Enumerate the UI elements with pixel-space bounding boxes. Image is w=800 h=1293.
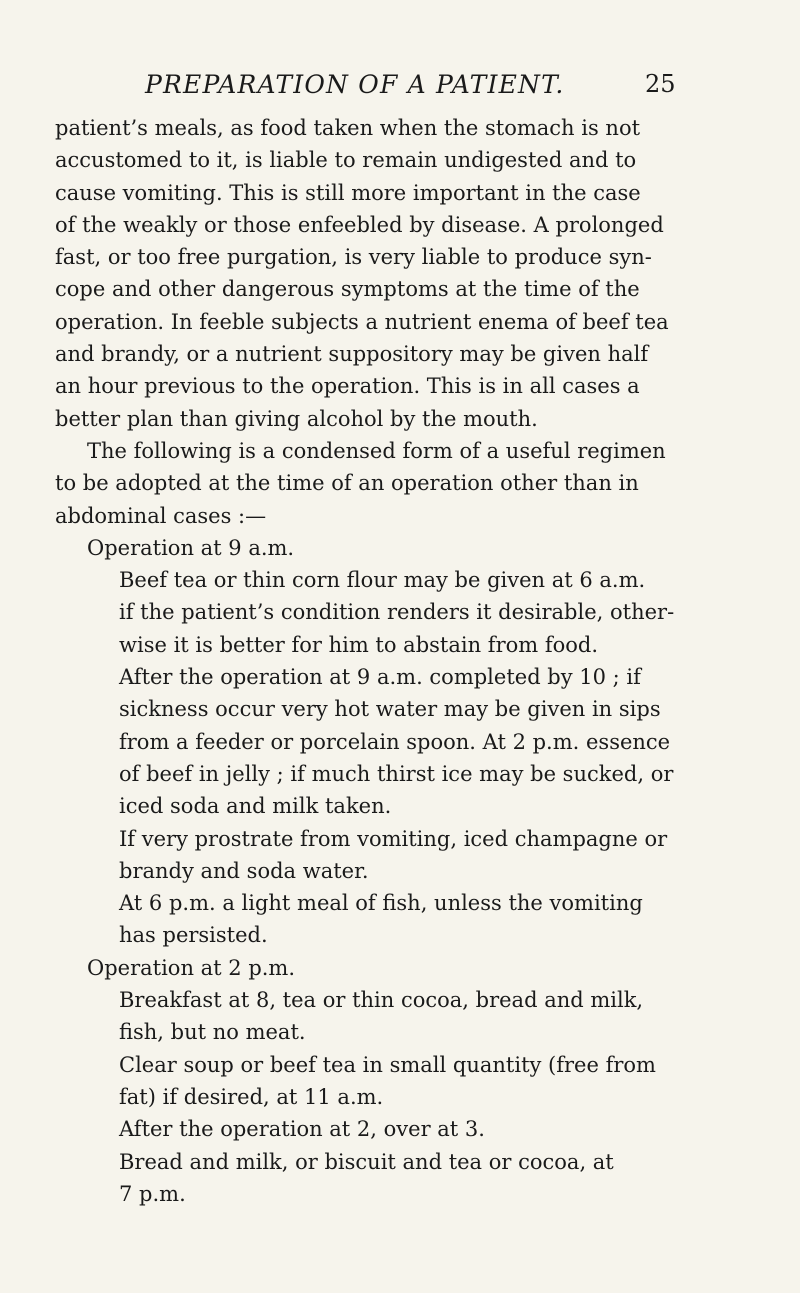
text-line: abdominal cases :— <box>55 503 267 528</box>
running-head <box>0 70 800 110</box>
text-line: The following is a condensed form of a useful regimen <box>87 438 666 463</box>
text-line: 7 p.m. <box>119 1181 186 1206</box>
text-line: Operation at 2 p.m. <box>87 955 296 980</box>
text-line: If very prostrate from vomiting, iced champagne or <box>119 826 668 851</box>
text-line: brandy and soda water. <box>119 858 369 883</box>
text-line: Beef tea or thin corn flour may be given at 6 a.m. <box>119 568 646 593</box>
text-line: and brandy, or a nutrient suppository may be given half <box>55 342 649 367</box>
text-line: Breakfast at 8, tea or thin cocoa, bread and milk, <box>119 988 644 1013</box>
text-line: Operation at 9 a.m. <box>87 535 295 560</box>
text-line: accustomed to it, is liable to remain undigested and to <box>55 148 637 173</box>
text-line: has persisted. <box>119 923 268 948</box>
body-text <box>55 112 685 1210</box>
text-line: of the weakly or those enfeebled by disease. A prolonged <box>55 212 664 237</box>
text-line: After the operation at 2, over at 3. <box>119 1117 485 1142</box>
text-line: After the operation at 9 a.m. completed by 10 ; if <box>119 665 641 690</box>
text-line: patient’s meals, as food taken when the stomach is not <box>55 116 641 140</box>
text-line: At 6 p.m. a light meal of fish, unless the vomiting <box>119 891 643 916</box>
text-line: iced soda and milk taken. <box>119 794 392 819</box>
text-line: fat) if desired, at 11 a.m. <box>119 1084 384 1109</box>
text-line: from a feeder or porcelain spoon. At 2 p.m. essence <box>119 729 671 754</box>
running-head-title: PREPARATION OF A PATIENT. <box>145 70 565 99</box>
page-number: 25 <box>645 70 676 98</box>
text-line: Clear soup or beef tea in small quantity (free from <box>119 1052 656 1077</box>
text-line: better plan than giving alcohol by the mouth. <box>55 406 538 431</box>
text-line: operation. In feeble subjects a nutrient enema of beef tea <box>55 309 669 334</box>
text-line: fast, or too free purgation, is very liable to produce syn- <box>55 245 652 270</box>
text-line: sickness occur very hot water may be given in sips <box>119 697 661 722</box>
text-line: of beef in jelly ; if much thirst ice may be sucked, or <box>119 761 674 786</box>
text-line: wise it is better for him to abstain from food. <box>119 632 599 657</box>
text-line: Bread and milk, or biscuit and tea or cocoa, at <box>119 1149 614 1174</box>
text-line: if the patient’s condition renders it desirable, other- <box>119 600 675 625</box>
text-line: fish, but no meat. <box>119 1020 306 1045</box>
text-line: an hour previous to the operation. This is in all cases a <box>55 374 640 399</box>
text-line: to be adopted at the time of an operation other than in <box>55 471 639 496</box>
text-line: cause vomiting. This is still more important in the case <box>55 180 641 205</box>
text-line: cope and other dangerous symptoms at the time of the <box>55 277 640 302</box>
